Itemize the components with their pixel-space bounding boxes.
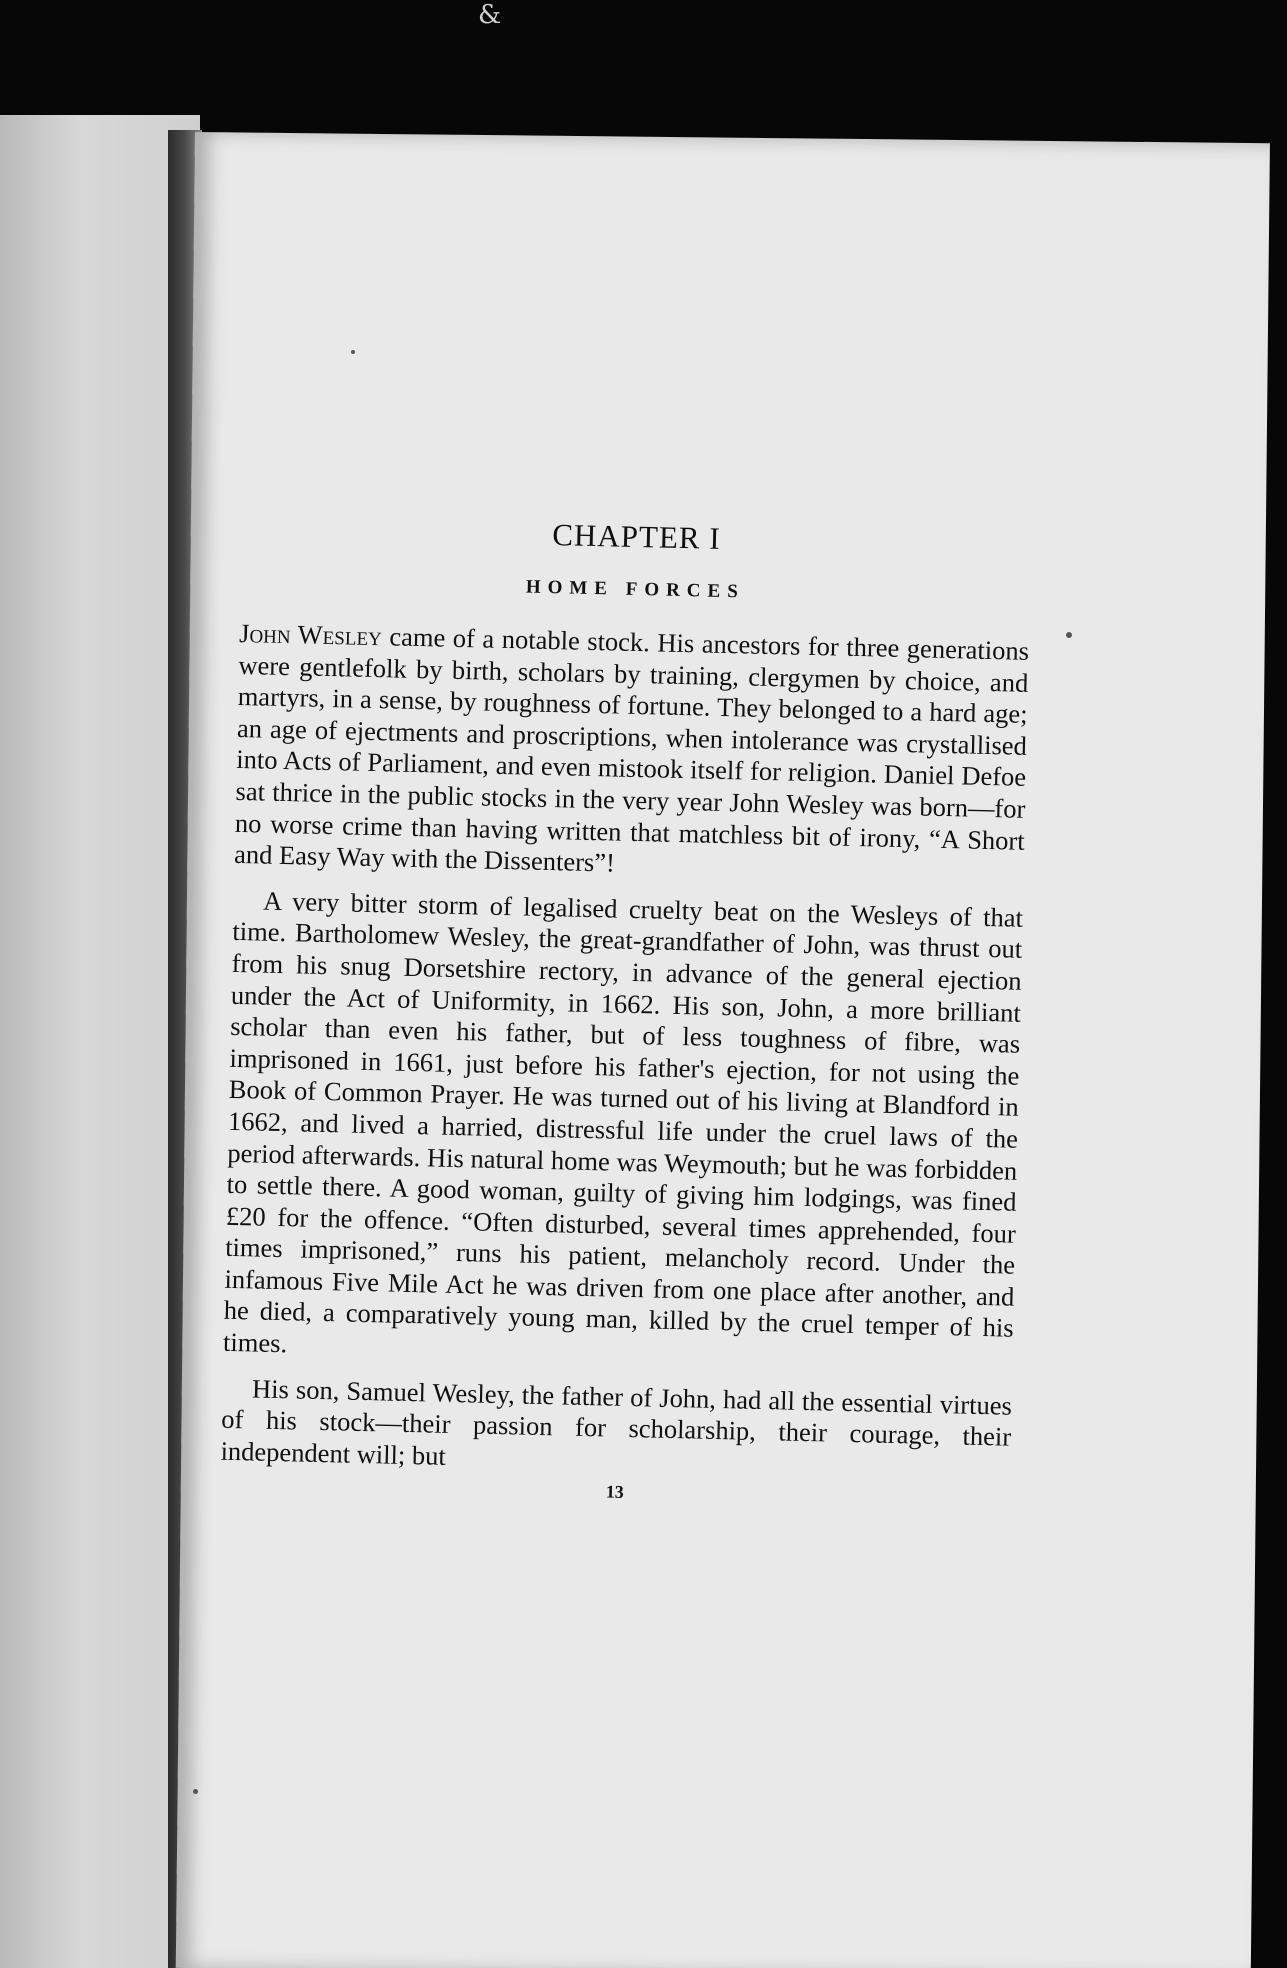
paragraph-2 — [223, 885, 1024, 1377]
paragraph-text: came of a notable stock. His ancestors for three generations were gentlefolk by birth, scholars by training, clergymen by choice, and martyrs, in a sense, by roughness of fortune. They belonged to a hard age; an age of ejectments and proscriptions, when intolerance was crystallised into Acts of Parliament, and even mistook itself for religion. Daniel Defoe sat thrice in the public stocks in the very year John Wesley was born—for no worse crime than having written that matchless bit of irony, “A Short and Easy Way with the Dissenters”! — [233, 621, 1030, 878]
paragraph-lead: John Wesley — [238, 617, 383, 652]
chapter-subtitle: HOME FORCES — [525, 576, 745, 603]
paragraph-3 — [220, 1372, 1012, 1485]
speck — [1066, 632, 1072, 638]
paragraph-text: His son, Samuel Wesley, the father of John, had all the essential virtues of his stock—their passion for scholarship, their courage, their independent will; but — [220, 1373, 1013, 1471]
speck — [193, 1789, 198, 1794]
speck — [351, 350, 355, 354]
paragraph-text: A very bitter storm of legalised cruelty beat on the Wesleys of that time. Bartholomew Wesley, the great-grandfather of John, was thrust out from his snug Dorsetshire rectory, in advance of the general ejection under the Act of Uniformity, in 1662. His son, John, a more brilliant scholar than even his father, but of less toughness of fibre, was imprisoned in 1661, just before his father's ejection, for not using the Book of Common Prayer. He was turned out of his living at Blandford in 1662, and lived a harried, distressful life under the cruel laws of the period afterwards. His natural home was Weymouth; but he was forbidden to settle there. A good woman, guilty of giving him lodgings, was fined £20 for the offence. “Often disturbed, several times apprehended, four times imprisoned,” runs his patient, melancholy record. Under the infamous Five Mile Act he was driven from one place after another, and he died, a comparatively young man, killed by the cruel temper of his times. — [222, 885, 1024, 1359]
top-margin-mark: & — [478, 0, 502, 30]
paragraph-1 — [234, 618, 1030, 889]
page-text-block — [220, 510, 1032, 1512]
chapter-title: CHAPTER I — [551, 517, 722, 556]
page-number: 13 — [605, 1481, 625, 1503]
